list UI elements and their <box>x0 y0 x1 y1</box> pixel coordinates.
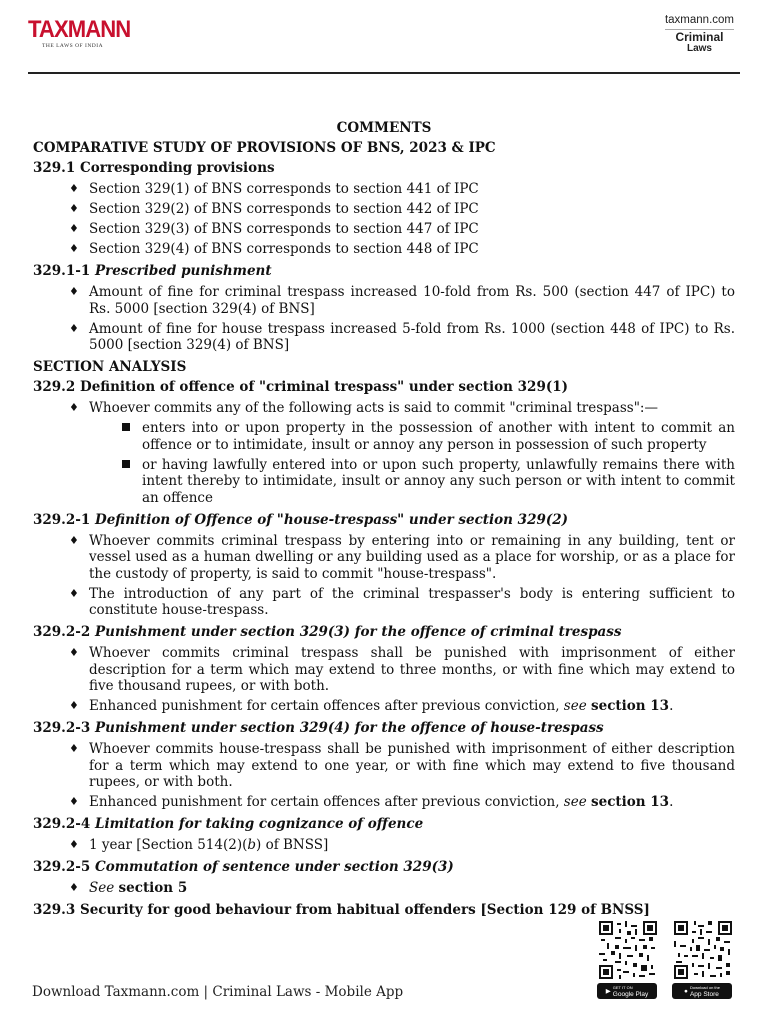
comments-title: COMMENTS <box>336 120 432 136</box>
download-app-text: Download Taxmann.com | Criminal Laws - Mobile App <box>32 984 404 1000</box>
section-number: 329.1 <box>33 160 76 176</box>
sub-list-item: or having lawfully entered into or upon such property, unlawfully remains there with intent thereby to intimidate, insult or annoy any such person or with intent to commit an offence <box>33 457 735 507</box>
google-play-qr-code[interactable] <box>597 921 659 979</box>
list-item <box>33 880 735 897</box>
section-number: 329.2-3 <box>33 720 91 736</box>
section-329-1-heading <box>33 158 735 178</box>
list-item: ♦ Amount of fine for house trespass increased 5-fold from Rs. 1000 (section 448 of IPC) to Rs. 5000 [section 329(4) of BNS] <box>69 320 735 353</box>
section-title: Commutation of sentence under section 329(3) <box>94 859 454 875</box>
list-item: ♦ Whoever commits criminal trespass by entering into or remaining in any building, tent or vessel used as a human dwelling or any building used as a place for worship, or as a place for the custody of property, is said to commit "house-trespass". <box>69 532 735 582</box>
corresponding-list <box>33 181 735 258</box>
apple-icon: ● <box>684 987 688 995</box>
see-reference: see <box>563 794 587 810</box>
section-number: 329.2-5 <box>33 859 91 875</box>
square-bullet-icon <box>122 460 130 468</box>
document-body <box>33 118 735 920</box>
app-store-qr-code[interactable] <box>672 921 734 979</box>
square-bullet-icon <box>122 423 130 431</box>
diamond-bullet-icon: ♦ <box>69 222 79 235</box>
see-reference: See <box>89 880 115 896</box>
section-title: Limitation for taking cognizance of offence <box>94 816 424 832</box>
diamond-bullet-icon: ♦ <box>69 646 79 659</box>
site-branding <box>665 14 734 54</box>
header-rule <box>28 72 740 74</box>
section-title: Punishment under section 329(4) for the offence of house-trespass <box>94 720 604 736</box>
section-329-2-1-heading <box>33 510 735 530</box>
section-329-2-3-heading <box>33 718 735 738</box>
diamond-bullet-icon: ♦ <box>69 182 79 195</box>
list-item: ♦ Section 329(3) of BNS corresponds to section 447 of IPC <box>69 221 479 237</box>
limitation-list <box>33 837 735 854</box>
play-icon: ▶ <box>605 987 611 995</box>
section-329-3-heading: 329.3 Security for good behaviour from habitual offenders [Section 129 of BNSS] <box>33 902 650 918</box>
list-item: ♦ Enhanced punishment for certain offences after previous conviction, see section 13. <box>69 698 674 714</box>
section-number: 329.2-4 <box>33 816 91 832</box>
google-play-badge[interactable]: ▶ GET IT ON Google Play <box>597 983 657 999</box>
list-item: ♦ 1 year [Section 514(2)(b) of BNSS] <box>69 837 329 853</box>
section-title: Definition of offence of "criminal trespass" under section 329(1) <box>79 379 569 395</box>
list-item: ♦ Section 329(4) of BNS corresponds to section 448 of IPC <box>69 241 479 257</box>
list-item: ♦ The introduction of any part of the criminal trespasser's body is entering sufficient to constitute house-trespass. <box>69 585 735 618</box>
section-number: 329.2-1 <box>33 511 91 528</box>
study-heading: COMPARATIVE STUDY OF PROVISIONS OF BNS, 2023 & IPC <box>33 140 496 156</box>
section-329-2-4-heading <box>33 814 735 834</box>
app-store-download[interactable] <box>672 921 734 999</box>
logo-tagline: THE LAWS OF INDIA <box>42 43 104 49</box>
see-reference: see <box>563 698 587 714</box>
diamond-bullet-icon: ♦ <box>69 285 79 298</box>
logo-wordmark: TAXMANN <box>28 16 131 43</box>
taxmann-logo[interactable] <box>28 18 139 49</box>
diamond-bullet-icon: ♦ <box>69 699 79 712</box>
list-item: ♦ Whoever commits house-trespass shall be punished with imprisonment of either description for a term which may extend to one year, or with fine which may extend to five thousand rupees, or with both. <box>69 741 735 790</box>
section-title: Prescribed punishment <box>94 263 272 279</box>
diamond-bullet-icon: ♦ <box>69 742 79 755</box>
diamond-bullet-icon: ♦ <box>69 242 79 255</box>
section-329-2-heading <box>33 377 735 397</box>
section-5-link[interactable]: section 5 <box>118 880 188 896</box>
list-item: ♦ Amount of fine for criminal trespass increased 10-fold from Rs. 500 (section 447 of IPC) to Rs. 5000 [section 329(4) of BNS] <box>69 284 735 317</box>
section-title: Definition of Offence of "house-trespass" under section 329(2) <box>94 511 569 528</box>
diamond-bullet-icon: ♦ <box>69 838 79 851</box>
diamond-bullet-icon: ♦ <box>69 401 79 414</box>
section-number: 329.2-2 <box>33 624 91 640</box>
list-item: ♦ Whoever commits any of the following acts is said to commit "criminal trespass":— <box>69 400 658 416</box>
app-store-badge[interactable]: ● Download on the App Store <box>672 983 732 999</box>
section-number: 329.2 <box>33 379 76 395</box>
brand-line-1: Criminal <box>675 30 724 44</box>
criminal-trespass-punishment-list <box>33 645 735 715</box>
section-analysis-heading: SECTION ANALYSIS <box>33 359 187 375</box>
section-13-link[interactable]: section 13 <box>591 698 670 714</box>
section-title: Punishment under section 329(3) for the offence of criminal trespass <box>94 624 622 640</box>
section-329-2-5-heading <box>33 857 735 877</box>
section-title: Corresponding provisions <box>79 160 275 176</box>
punishment-list <box>33 284 735 354</box>
section-number: 329.1-1 <box>33 263 91 279</box>
section-329-2-2-heading <box>33 622 735 642</box>
list-item: ♦ Section 329(2) of BNS corresponds to section 442 of IPC <box>69 201 479 217</box>
section-13-link[interactable]: section 13 <box>591 794 670 810</box>
list-item: ♦ Section 329(1) of BNS corresponds to section 441 of IPC <box>69 181 479 197</box>
diamond-bullet-icon: ♦ <box>69 533 79 547</box>
diamond-bullet-icon: ♦ <box>69 202 79 215</box>
list-item: ♦ Enhanced punishment for certain offences after previous conviction, see section 13. <box>69 794 674 810</box>
diamond-bullet-icon: ♦ <box>69 321 79 335</box>
google-play-download[interactable] <box>597 921 659 999</box>
house-trespass-list <box>33 533 735 619</box>
definition-list <box>33 400 735 506</box>
diamond-bullet-icon: ♦ <box>69 586 79 600</box>
diamond-bullet-icon: ♦ <box>69 881 79 894</box>
brand-line-2: Laws <box>686 43 712 54</box>
sub-list-item: enters into or upon property in the possession of another with intent to commit an offence or to intimidate, insult or annoy any person in possession of such property <box>33 420 735 453</box>
commutation-list <box>33 880 735 897</box>
diamond-bullet-icon: ♦ <box>69 795 79 808</box>
criminal-laws-logo <box>665 32 734 54</box>
house-trespass-punishment-list <box>33 741 735 811</box>
list-item: ♦ Whoever commits criminal trespass shall be punished with imprisonment of either description for a term which may extend to three months, or with fine which may extend to five thousand rupees, or with both. <box>69 645 735 694</box>
site-url[interactable]: taxmann.com <box>664 14 734 26</box>
section-329-1-1-heading <box>33 261 735 281</box>
